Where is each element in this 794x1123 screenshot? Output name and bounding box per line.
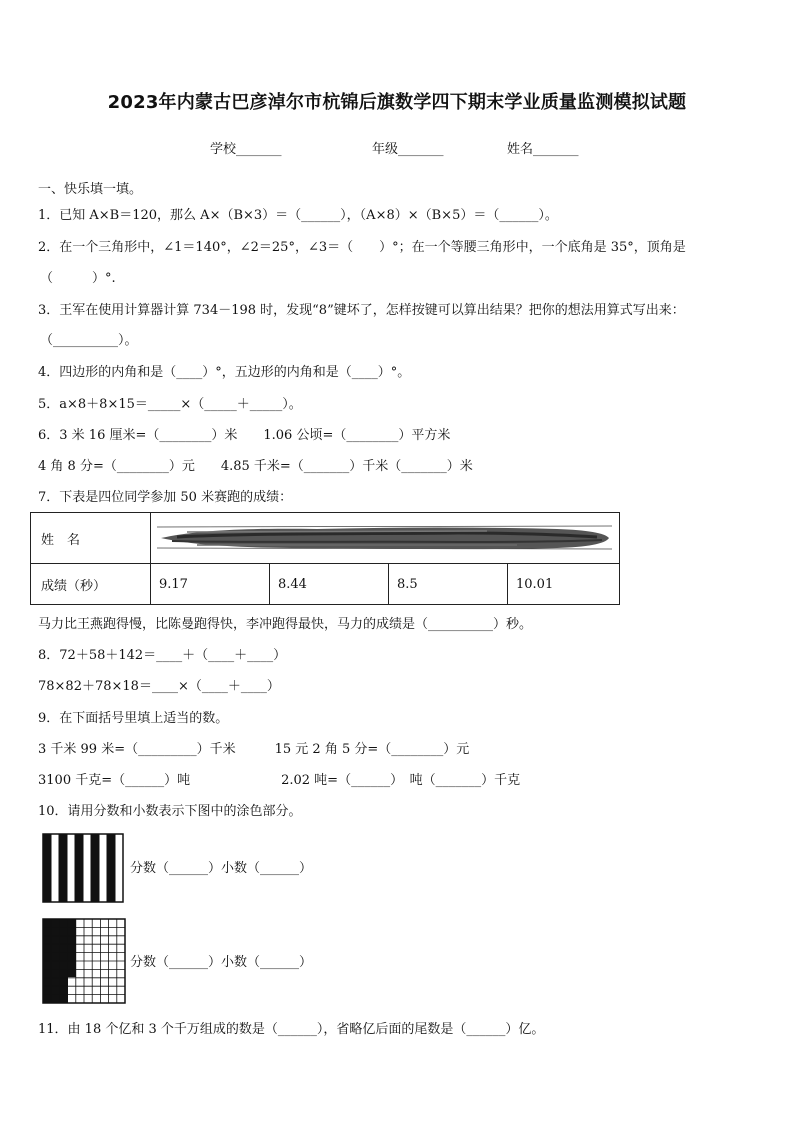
grade-field: 年级_______ bbox=[372, 142, 444, 157]
question-1: 1．已知 A×B＝120，那么 A×（B×3）＝（______），（A×8）×（B×5）＝（______）。 bbox=[38, 208, 558, 223]
score-cell: 8.5 bbox=[389, 564, 508, 605]
question-2-line2: （ ）°. bbox=[40, 271, 116, 286]
question-4: 4．四边形的内角和是（____）°，五边形的内角和是（____）°。 bbox=[38, 365, 411, 380]
figure-2-answer: 分数（______）小数（______） bbox=[130, 955, 313, 970]
question-7: 7．下表是四位同学参加 50 米赛跑的成绩： bbox=[38, 490, 293, 505]
question-5: 5．a×8＋8×15＝_____×（_____＋_____）。 bbox=[38, 397, 302, 412]
section-heading: 一、快乐填一填。 bbox=[38, 182, 143, 197]
question-9-line2: 3100 千克=（______）吨 2.02 吨=（______） 吨（_______）千克 bbox=[38, 773, 521, 788]
question-9-line1: 3 千米 99 米=（_________）千米 15 元 2 角 5 分=（________）元 bbox=[38, 742, 470, 757]
score-cell: 10.01 bbox=[508, 564, 620, 605]
names-cell bbox=[151, 513, 620, 564]
question-3-line2: （__________）。 bbox=[40, 333, 138, 348]
header-label-cell: 姓 名 bbox=[31, 513, 151, 564]
question-9: 9．在下面括号里填上适当的数。 bbox=[38, 711, 229, 726]
figure-1-answer: 分数（______）小数（______） bbox=[130, 861, 313, 876]
striped-rectangle-figure bbox=[42, 833, 124, 903]
table-row bbox=[31, 564, 620, 605]
question-11: 11．由 18 个亿和 3 个千万组成的数是（______），省略亿后面的尾数是（______）亿。 bbox=[38, 1022, 545, 1037]
table-row bbox=[31, 513, 620, 564]
score-cell: 9.17 bbox=[151, 564, 270, 605]
question-3-line1: 3．王军在使用计算器计算 734－198 时，发现“8”键坏了，怎样按键可以算出结果？把你的想法用算式写出来： bbox=[38, 303, 685, 318]
score-cell: 8.44 bbox=[270, 564, 389, 605]
question-2-line1: 2．在一个三角形中，∠1＝140°，∠2＝25°，∠3＝（ ）°；在一个等腰三角形中，一个底角是 35°，顶角是 bbox=[38, 240, 686, 255]
question-10: 10．请用分数和小数表示下图中的涂色部分。 bbox=[38, 804, 302, 819]
question-6-line1: 6．3 米 16 厘米=（________）米 1.06 公顷=（________）平方米 bbox=[38, 428, 451, 443]
school-field: 学校_______ bbox=[210, 142, 282, 157]
page-title: 2023年内蒙古巴彦淖尔市杭锦后旗数学四下期末学业质量监测模拟试题 bbox=[107, 92, 687, 113]
scribbled-names-image bbox=[157, 521, 612, 555]
name-field: 姓名_______ bbox=[507, 142, 579, 157]
question-8-line1: 8．72＋58＋142＝____＋（____＋____） bbox=[38, 648, 287, 663]
question-7-followup: 马力比王燕跑得慢，比陈曼跑得快，李冲跑得最快，马力的成绩是（__________）秒。 bbox=[38, 617, 533, 632]
question-6-line2: 4 角 8 分=（________）元 4.85 千米=（_______）千米（_______）米 bbox=[38, 459, 473, 474]
row-label-cell: 成绩（秒） bbox=[31, 564, 151, 605]
question-8-line2: 78×82＋78×18＝____×（____＋____） bbox=[38, 679, 280, 694]
hundred-grid-figure bbox=[42, 918, 126, 1004]
score-table bbox=[30, 512, 620, 605]
